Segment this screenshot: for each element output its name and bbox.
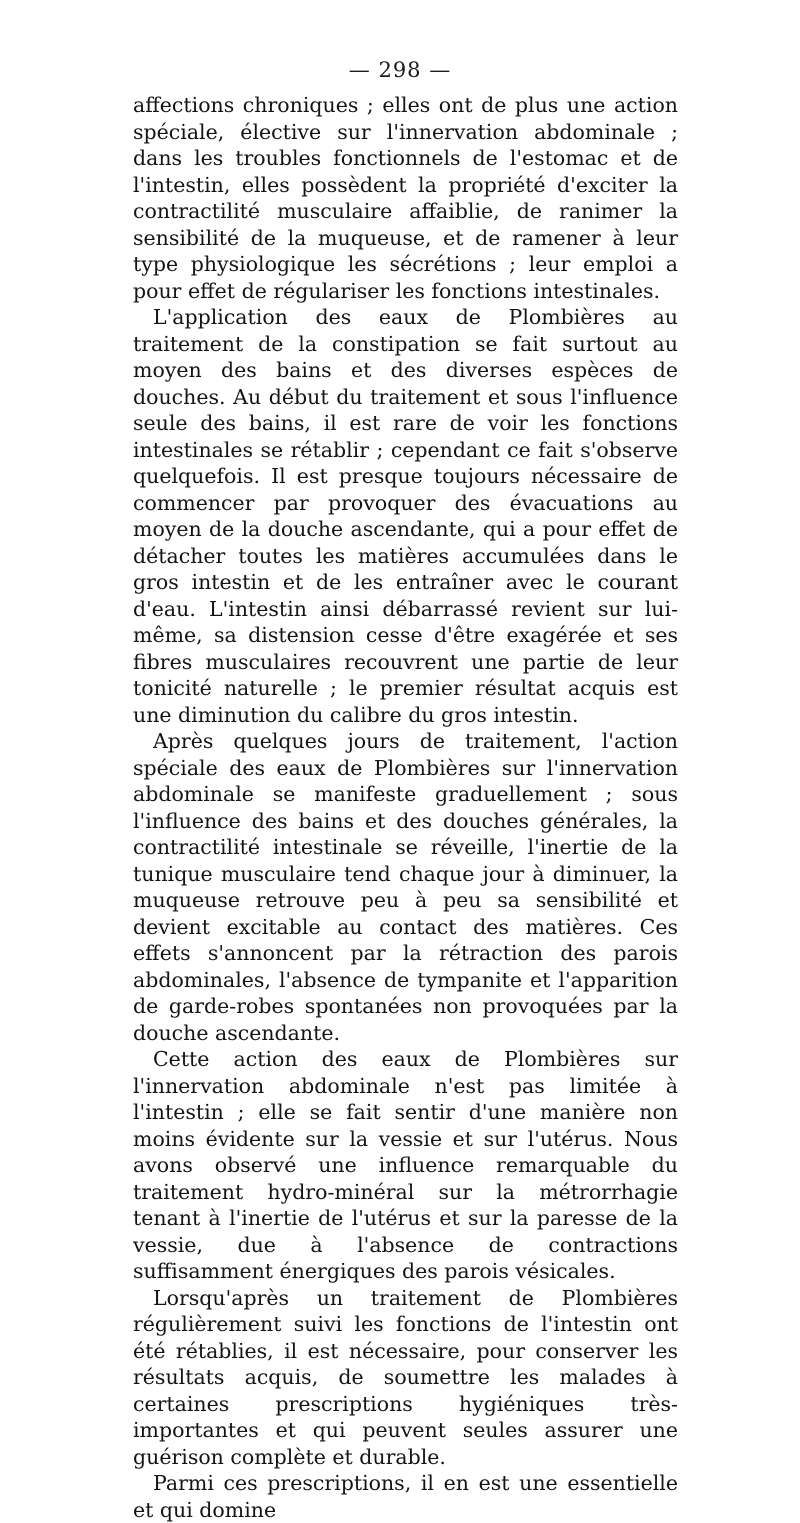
- paragraph-4: Cette action des eaux de Plombières sur l'innervation abdominale n'est pas limitée à l'intestin ; elle se fait sentir d'une manière non moins évidente sur la vessie et sur l'utérus. Nous avons observé une influence remarquable du traitement hydro-minéral sur la métrorrhagie tenant à l'inertie de l'utérus et sur la paresse de la vessie, due à l'absence de contractions suffisamment énergiques des parois vésicales.: [133, 1047, 678, 1283]
- paragraph-6: Parmi ces prescriptions, il en est une essentielle et qui domine: [133, 1471, 678, 1522]
- page-number: — 298 —: [348, 58, 452, 82]
- paragraph-1: affections chroniques ; elles ont de plus une action spéciale, élective sur l'innervation abdominale ; dans les troubles fonctionnels de l'estomac et de l'intestin, elles possèdent la propriété d'exciter la contractilité musculaire affaiblie, de ranimer la sensibilité de la muqueuse, et de ramener à leur type physiologique les sécrétions ; leur emploi a pour effet de régulariser les fonctions intestinales.: [133, 93, 678, 303]
- body-text: [133, 92, 678, 1523]
- paragraph-3: Après quelques jours de traitement, l'action spéciale des eaux de Plombières sur l'innervation abdominale se manifeste graduellement ; sous l'influence des bains et des douches générales, la contractilité intestinale se réveille, l'inertie de la tunique musculaire tend chaque jour à diminuer, la muqueuse retrouve peu à peu sa sensibilité et devient excitable au contact des matières. Ces effets s'annoncent par la rétraction des parois abdominales, l'absence de tympanite et l'apparition de garde-robes spontanées non provoquées par la douche ascendante.: [133, 729, 678, 1045]
- paragraph-2: L'application des eaux de Plombières au traitement de la constipation se fait surtout au moyen des bains et des diverses espèces de douches. Au début du traitement et sous l'influence seule des bains, il est rare de voir les fonctions intestinales se rétablir ; cependant ce fait s'observe quelquefois. Il est presque toujours nécessaire de commencer par provoquer des évacuations au moyen de la douche ascendante, qui a pour effet de détacher toutes les matières accumulées dans le gros intestin et de les entraîner avec le courant d'eau. L'intestin ainsi débarrassé revient sur lui-même, sa distension cesse d'être exagérée et ses fibres musculaires recouvrent une partie de leur tonicité naturelle ; le premier résultat acquis est une diminution du calibre du gros intestin.: [133, 305, 678, 727]
- paragraph-5: Lorsqu'après un traitement de Plombières régulièrement suivi les fonctions de l'intestin ont été rétablies, il est nécessaire, pour conserver les résultats acquis, de soumettre les malades à certaines prescriptions hygiéniques très-importantes et qui peuvent seules assurer une guérison complète et durable.: [133, 1285, 678, 1469]
